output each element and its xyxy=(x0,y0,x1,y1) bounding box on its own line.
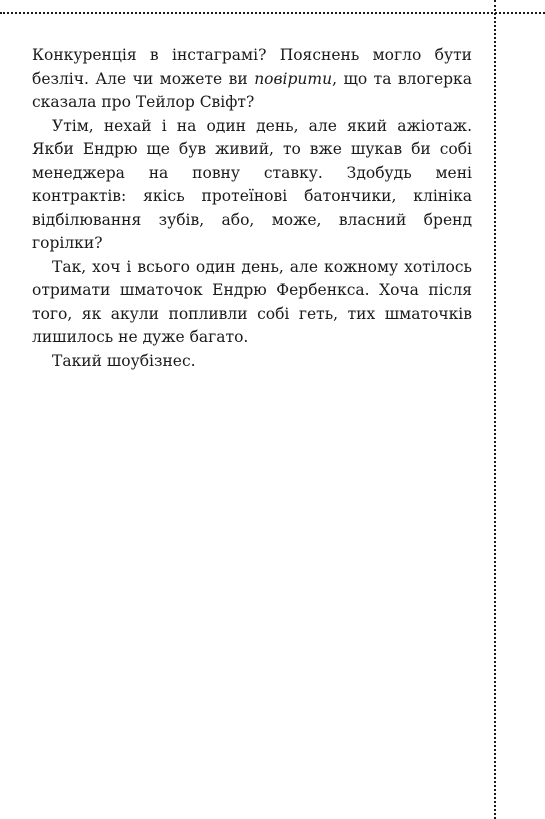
dotted-border-top xyxy=(0,12,545,14)
paragraph-2: Утім, нехай і на один день, але який ажіотаж. Якби Ендрю ще був живий, то вже шукав би собі менеджера на повну ставку. Здобудь мені контрактів: якісь протеїнові батончики, клініка відбілювання зубів, або, може, власний бренд горілки? xyxy=(32,116,472,252)
body-text xyxy=(32,44,472,373)
paragraph-1 xyxy=(32,44,472,115)
paragraph-1-emphasis: повірити xyxy=(254,69,333,88)
paragraph-1-text-b: , що та влогерка сказала про Тейлор Свіфт? xyxy=(32,69,472,111)
dotted-border-right xyxy=(494,0,496,819)
paragraph-4: Такий шоубізнес. xyxy=(52,351,196,370)
paragraph-1-text-a: Конкуренція в інстаграмі? Пояснень могло бути безліч. Але чи можете ви xyxy=(32,46,472,88)
paragraph-3: Так, хоч і всього один день, але кожному хотілось отримати шматочок Ендрю Фербенкса. Хоча після того, як акули попливли собі геть, тих шматочків лишилось не дуже багато. xyxy=(32,257,472,346)
